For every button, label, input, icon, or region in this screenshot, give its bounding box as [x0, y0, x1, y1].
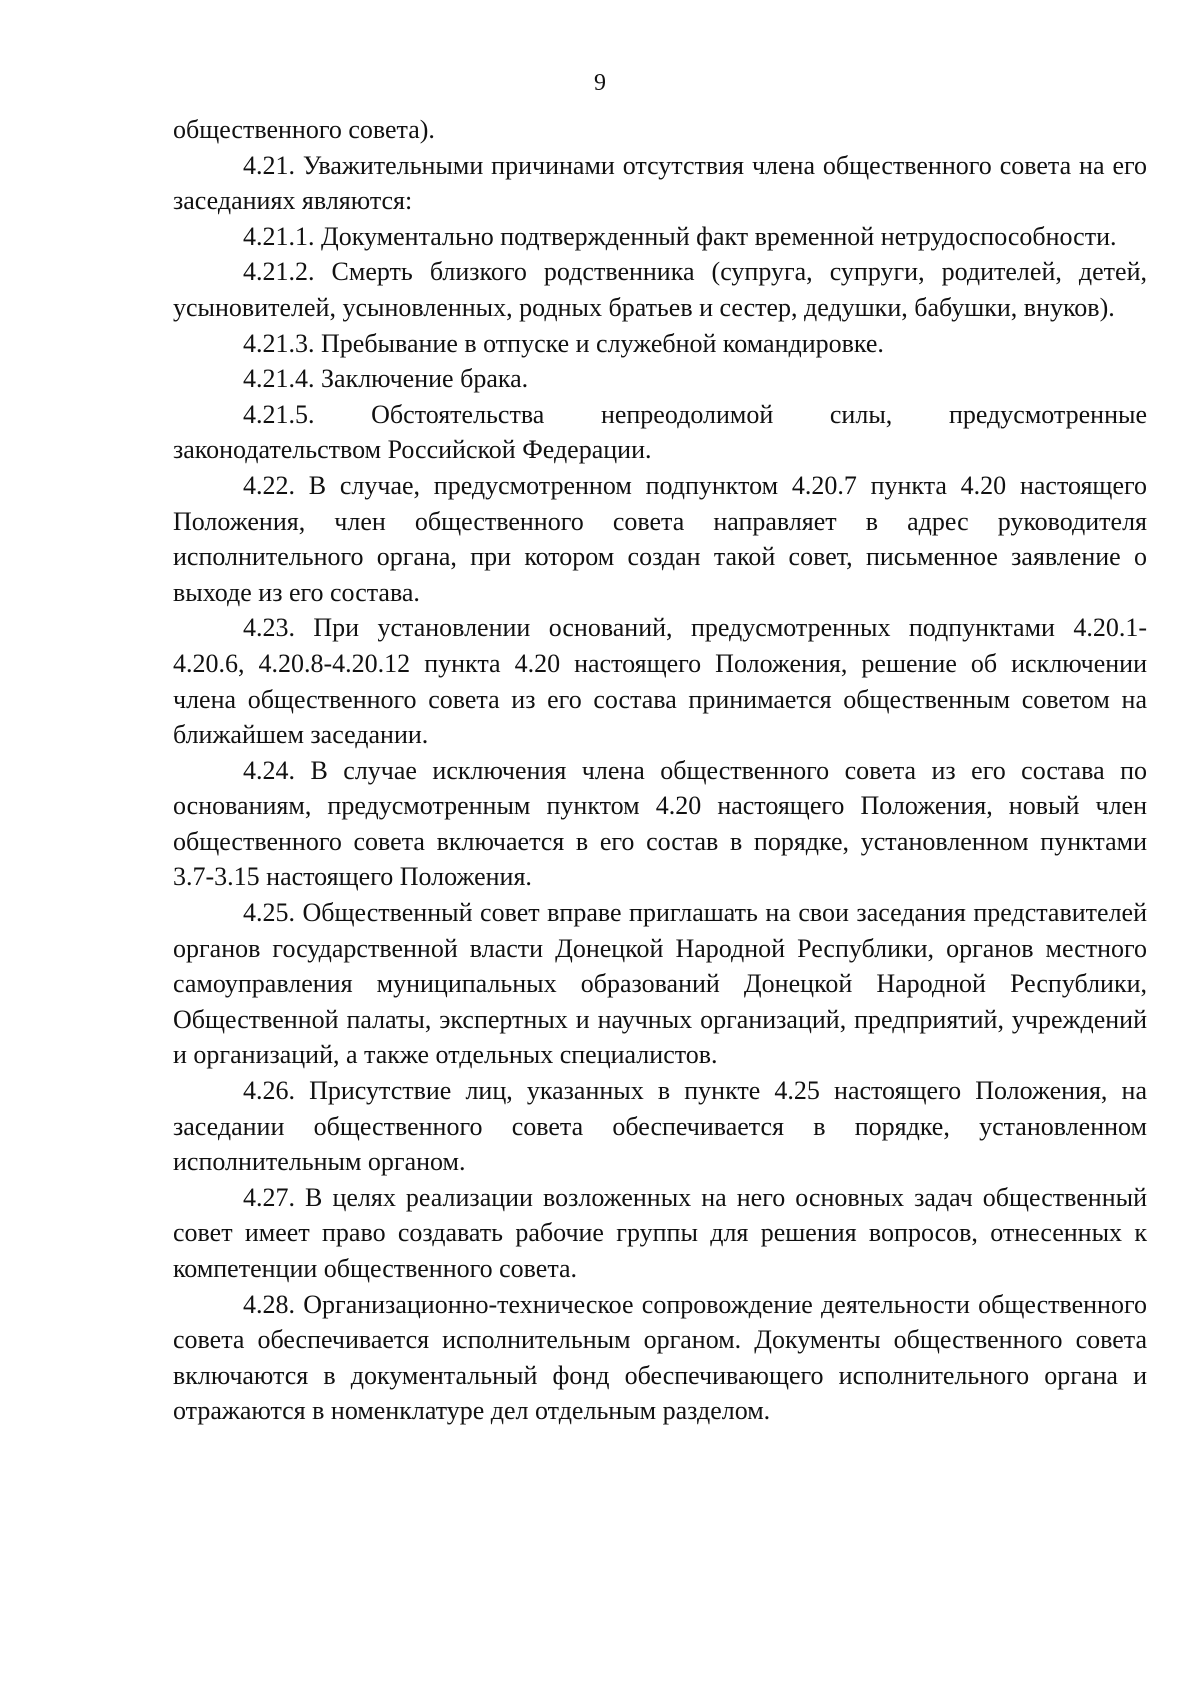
page-number: 9: [594, 70, 606, 96]
paragraph-4-21-1: 4.21.1. Документально подтвержденный факт временной нетрудоспособности.: [243, 221, 1117, 251]
document-body: [173, 112, 1147, 1429]
paragraph-4-28: 4.28. Организационно-техническое сопровождение деятельности общественного совета обеспечивается исполнительным органом. Документы общественного совета включаются в документальный фонд обеспечивающего исполнительного органа и отражаются в номенклатуре дел отдельным разделом.: [173, 1289, 1147, 1426]
paragraph-4-21-5: 4.21.5. Обстоятельства непреодолимой силы, предусмотренные законодательством Российской Федерации.: [173, 399, 1147, 465]
paragraph-continuation: общественного совета).: [173, 115, 435, 144]
paragraph-4-21-2: 4.21.2. Смерть близкого родственника (супруга, супруги, родителей, детей, усыновителей, усыновленных, родных братьев и сестер, дедушки, бабушки, внуков).: [173, 257, 1147, 322]
paragraph-4-27: 4.27. В целях реализации возложенных на него основных задач общественный совет имеет право создавать рабочие группы для решения вопросов, отнесенных к компетенции общественного совета.: [173, 1182, 1147, 1283]
paragraph-4-22: 4.22. В случае, предусмотренном подпунктом 4.20.7 пункта 4.20 настоящего Положения, член общественного совета направляет в адрес руководителя исполнительного органа, при котором создан такой совет, письменное заявление о выходе из его состава.: [173, 470, 1147, 607]
paragraph-4-26: 4.26. Присутствие лиц, указанных в пункте 4.25 настоящего Положения, на заседании общественного совета обеспечивается в порядке, установленном исполнительным органом.: [173, 1076, 1147, 1177]
paragraph-4-21-3: 4.21.3. Пребывание в отпуске и служебной командировке.: [243, 328, 884, 358]
paragraph-4-23: 4.23. При установлении оснований, предусмотренных подпунктами 4.20.1-4.20.6, 4.20.8-4.20.12 пункта 4.20 настоящего Положения, решение об исключении члена общественного совета из его состава принимается общественным советом на ближайшем заседании.: [173, 613, 1147, 750]
paragraph-4-21: 4.21. Уважительными причинами отсутствия члена общественного совета на его заседаниях являются:: [173, 150, 1147, 216]
paragraph-4-24: 4.24. В случае исключения члена общественного совета из его состава по основаниям, предусмотренным пунктом 4.20 настоящего Положения, новый член общественного совета включается в его состав в порядке, установленном пунктами 3.7-3.15 настоящего Положения.: [173, 755, 1147, 892]
paragraph-4-25: 4.25. Общественный совет вправе приглашать на свои заседания представителей органов государственной власти Донецкой Народной Республики, органов местного самоуправления муниципальных образований Донецкой Народной Республики, Общественной палаты, экспертных и научных организаций, предприятий, учреждений и организаций, а также отдельных специалистов.: [173, 898, 1147, 1070]
paragraph-4-21-4: 4.21.4. Заключение брака.: [243, 364, 529, 394]
